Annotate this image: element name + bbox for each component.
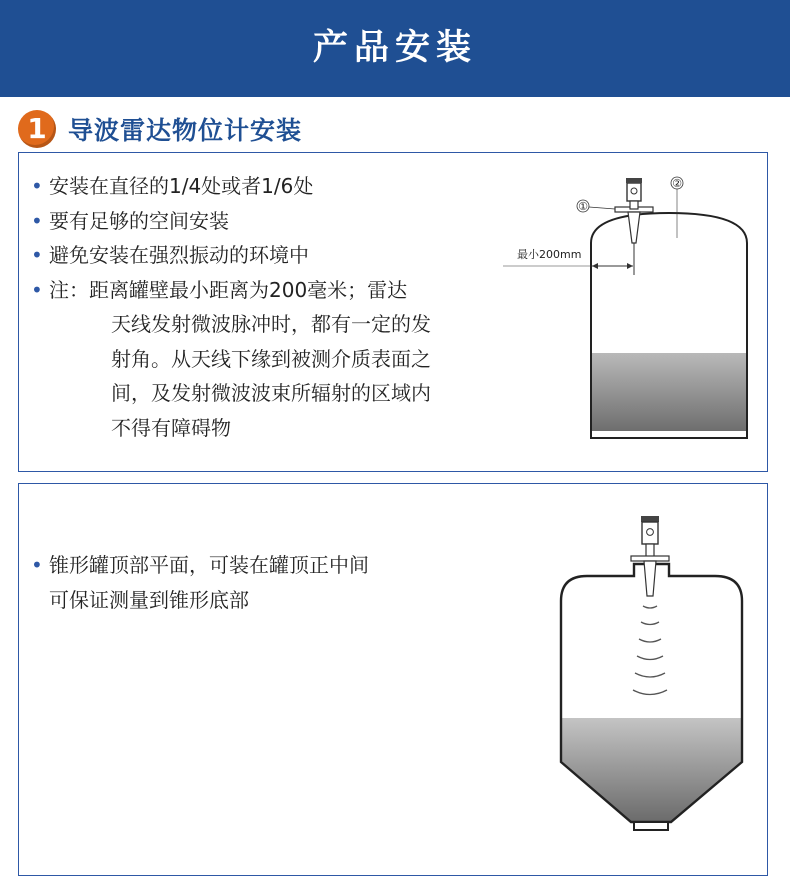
list-item-continuation: 可保证测量到锥形底部 (49, 587, 249, 612)
tank-outlet (634, 822, 668, 830)
radar-head (627, 183, 641, 201)
bullet-dot-icon: • (31, 277, 43, 302)
list-item: • 要有足够的空间安装 (31, 204, 501, 239)
cone-tank-list (31, 548, 471, 617)
liquid-level (591, 353, 747, 431)
horn-antenna (628, 212, 640, 243)
cone-tank-diagram (539, 504, 764, 864)
section-title: 导波雷达物位计安装 (68, 116, 303, 145)
marker-1: ① (578, 200, 588, 213)
list-item: • 锥形罐顶部平面，可装在罐顶正中间 (31, 548, 471, 583)
side-mount-tank-diagram (489, 163, 769, 463)
list-item: • 避免安装在强烈振动的环境中 (31, 238, 501, 273)
page-title: 产品安装 (312, 28, 477, 68)
bullet-dot-icon: • (31, 174, 43, 198)
header-banner (0, 0, 790, 97)
guideline-list (31, 169, 501, 445)
note-item (31, 273, 501, 446)
min-distance-label: 最小200mm (517, 248, 582, 261)
section-number-badge: 1 (18, 110, 56, 148)
note-line: 天线发射微波脉冲时，都有一定的发 (111, 312, 431, 336)
note-line: 射角。从天线下缘到被测介质表面之 (111, 346, 431, 371)
cone-tank-panel (18, 483, 768, 876)
microwave-beam (633, 606, 667, 695)
bullet-dot-icon: • (31, 208, 43, 233)
list-item: • 安装在直径的1/4处或者1/6处 (31, 169, 501, 204)
liquid-level (561, 718, 742, 822)
install-guidelines-panel (18, 152, 768, 472)
marker-2: ② (672, 177, 682, 190)
bullet-dot-icon: • (31, 243, 43, 267)
note-line: 距离罐壁最小距离为200毫米；雷达 (89, 277, 408, 302)
bullet-dot-icon: • (31, 553, 43, 577)
radar-head (642, 522, 658, 544)
note-line: 间，及发射微波波束所辐射的区域内 (111, 381, 431, 405)
note-body (49, 307, 501, 445)
note-label: 注： (49, 277, 89, 302)
section-heading (18, 108, 302, 150)
horn-antenna (644, 561, 656, 596)
note-line: 不得有障碍物 (111, 415, 231, 440)
